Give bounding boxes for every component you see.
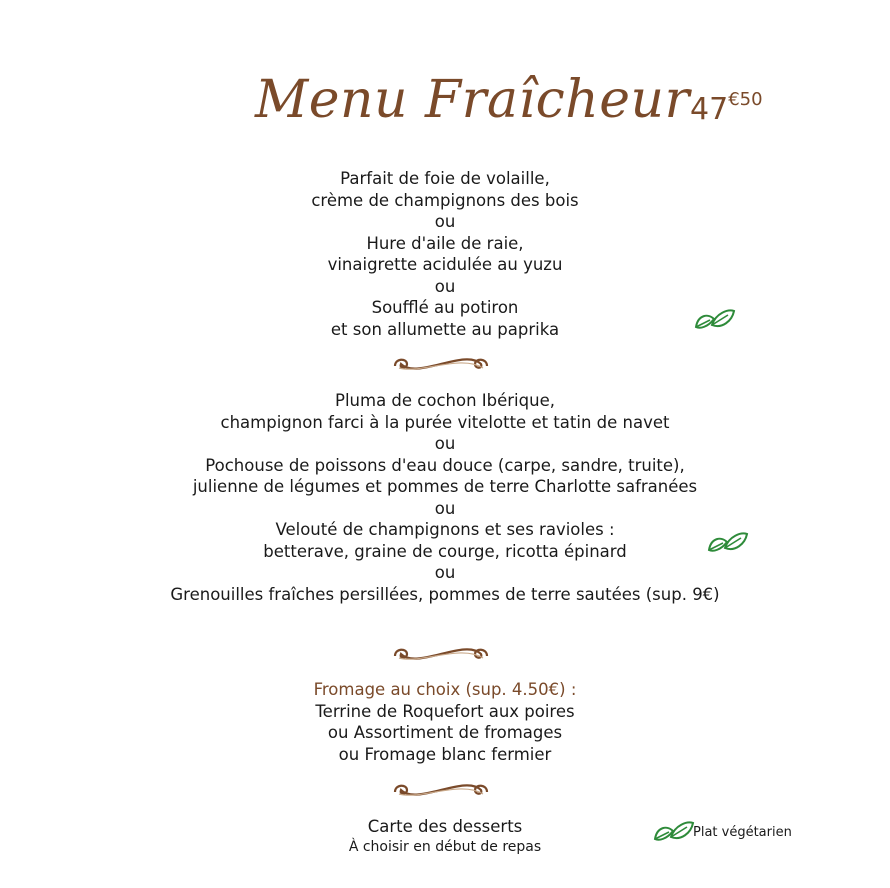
main-line: betterave, graine de courge, ricotta épinard bbox=[263, 541, 627, 561]
starter-line: Soufflé au potiron bbox=[371, 298, 519, 317]
menu-price bbox=[690, 89, 763, 127]
main-line: ou bbox=[434, 434, 456, 453]
starter-line: Parfait de foie de volaille, bbox=[340, 169, 550, 188]
main-line: Pluma de cochon Ibérique, bbox=[335, 391, 555, 410]
mains-section bbox=[0, 390, 890, 605]
cheese-line: ou Assortiment de fromages bbox=[327, 723, 563, 742]
ornament-divider bbox=[391, 354, 491, 374]
cheese-line: Terrine de Roquefort aux poires bbox=[315, 701, 575, 721]
main-line: Grenouilles fraîches persillées, pommes de terre sautées (sup. 9€) bbox=[170, 584, 720, 604]
main-line: champignon farci à la purée vitelotte et tatin de navet bbox=[220, 412, 670, 432]
starter-line: Hure d'aile de raie, bbox=[366, 233, 524, 253]
cheese-line: ou Fromage blanc fermier bbox=[338, 744, 552, 764]
starter-line: et son allumette au paprika bbox=[330, 319, 560, 339]
starter-line: vinaigrette acidulée au yuzu bbox=[327, 255, 563, 274]
vegetarian-leaf-icon bbox=[692, 307, 736, 331]
price-cents: €50 bbox=[728, 89, 763, 110]
vegetarian-leaf-icon bbox=[651, 819, 695, 843]
starters-section bbox=[0, 168, 890, 340]
starter-line: ou bbox=[434, 212, 456, 231]
main-line: ou bbox=[434, 498, 456, 518]
legend-label: Plat végétarien bbox=[693, 825, 792, 840]
menu-title: Menu Fraîcheur bbox=[255, 70, 690, 130]
cheese-section bbox=[0, 679, 890, 765]
ornament-divider bbox=[391, 644, 491, 664]
starter-line: crème de champignons des bois bbox=[311, 190, 579, 210]
main-line: Pochouse de poissons d'eau douce (carpe, sandre, truite), bbox=[205, 455, 685, 475]
price-main: 47 bbox=[690, 92, 729, 127]
main-line: Velouté de champignons et ses ravioles : bbox=[275, 520, 615, 539]
vegetarian-leaf-icon bbox=[705, 530, 749, 554]
ornament-divider bbox=[391, 780, 491, 800]
main-line: ou bbox=[434, 563, 456, 582]
main-line: julienne de légumes et pommes de terre Charlotte safranées bbox=[192, 477, 698, 496]
starter-line: ou bbox=[434, 276, 456, 296]
cheese-heading: Fromage au choix (sup. 4.50€) : bbox=[313, 680, 577, 699]
dessert-title: Carte des desserts bbox=[367, 817, 523, 836]
dessert-note: À choisir en début de repas bbox=[348, 838, 542, 855]
